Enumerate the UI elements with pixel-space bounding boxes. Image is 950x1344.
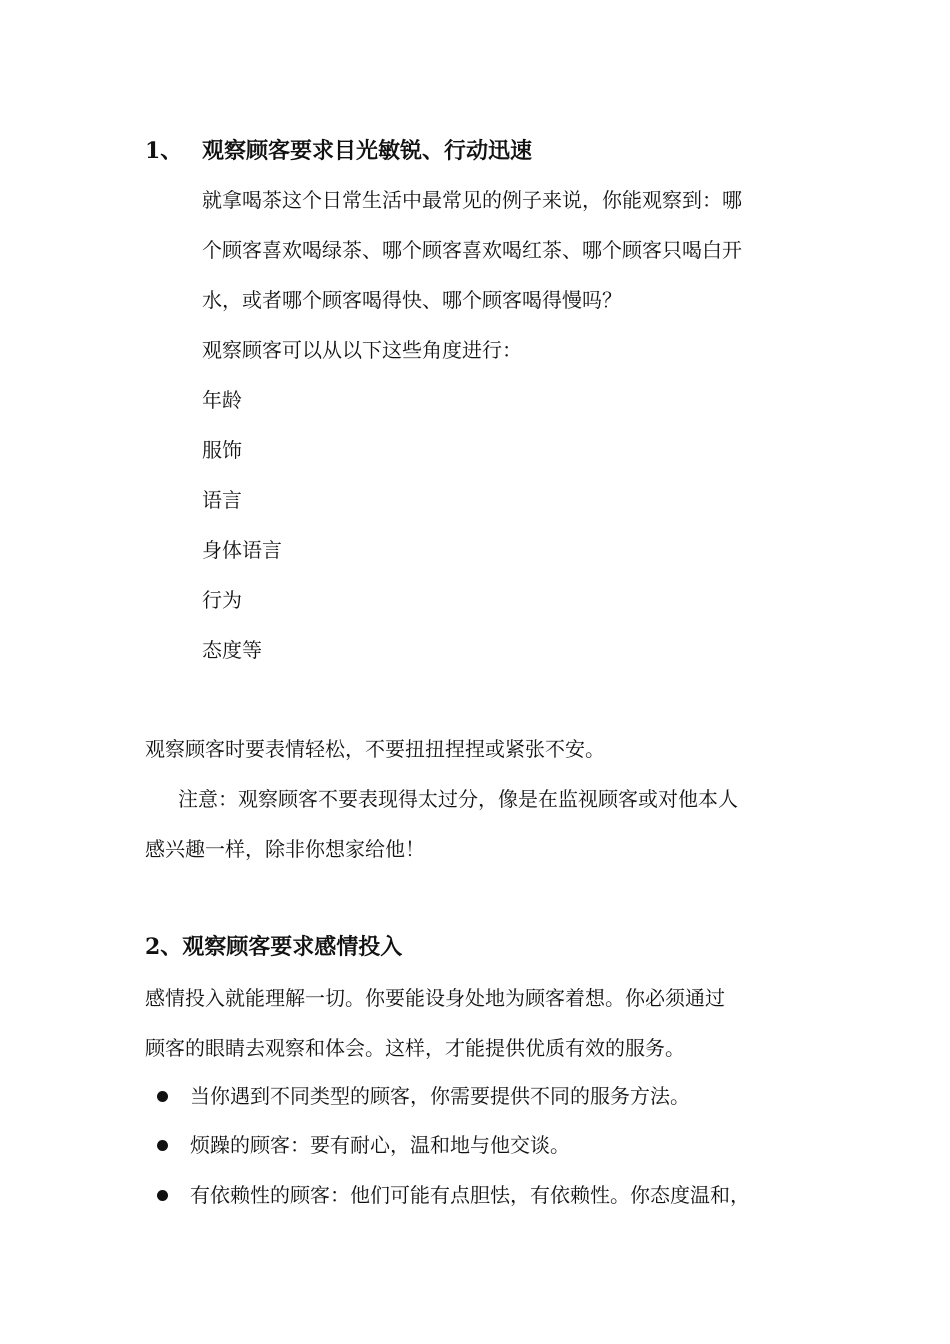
bullet-icon [157, 1140, 168, 1151]
section2-para-line: 感情投入就能理解一切。你要能设身处地为顾客着想。你必须通过 [145, 986, 725, 1010]
bullet-icon [157, 1190, 168, 1201]
bullet-item: 当你遇到不同类型的顾客，你需要提供不同的服务方法。 [190, 1084, 690, 1108]
aspect-item: 态度等 [202, 638, 262, 662]
section1-para-line: 就拿喝茶这个日常生活中最常见的例子来说，你能观察到：哪 [202, 188, 742, 212]
section1-para-line: 个顾客喜欢喝绿茶、哪个顾客喜欢喝红茶、哪个顾客只喝白开 [202, 238, 742, 262]
aspect-item: 年龄 [202, 388, 242, 412]
bullet-icon [157, 1091, 168, 1102]
bullet-item: 烦躁的顾客：要有耐心，温和地与他交谈。 [190, 1133, 570, 1157]
section1-para-line: 水，或者哪个顾客喝得快、哪个顾客喝得慢吗？ [202, 288, 622, 312]
section1-intro: 观察顾客可以从以下这些角度进行： [202, 338, 522, 362]
section2-title: 2、观察顾客要求感情投入 [145, 934, 403, 960]
aspect-item: 身体语言 [202, 538, 282, 562]
section1-number: 1、 [145, 138, 183, 164]
section1-tip: 观察顾客时要表情轻松，不要扭扭捏捏或紧张不安。 [145, 737, 605, 761]
bullet-item: 有依赖性的顾客：他们可能有点胆怯，有依赖性。你态度温和， [190, 1183, 750, 1207]
section2-para-line: 顾客的眼睛去观察和体会。这样，才能提供优质有效的服务。 [145, 1036, 685, 1060]
section1-note-line: 感兴趣一样，除非你想家给他！ [145, 837, 425, 861]
aspect-item: 语言 [202, 488, 242, 512]
aspect-item: 行为 [202, 588, 242, 612]
section1-title: 观察顾客要求目光敏锐、行动迅速 [202, 138, 533, 164]
section1-note-line: 注意：观察顾客不要表现得太过分，像是在监视顾客或对他本人 [178, 787, 738, 811]
aspect-item: 服饰 [202, 438, 242, 462]
